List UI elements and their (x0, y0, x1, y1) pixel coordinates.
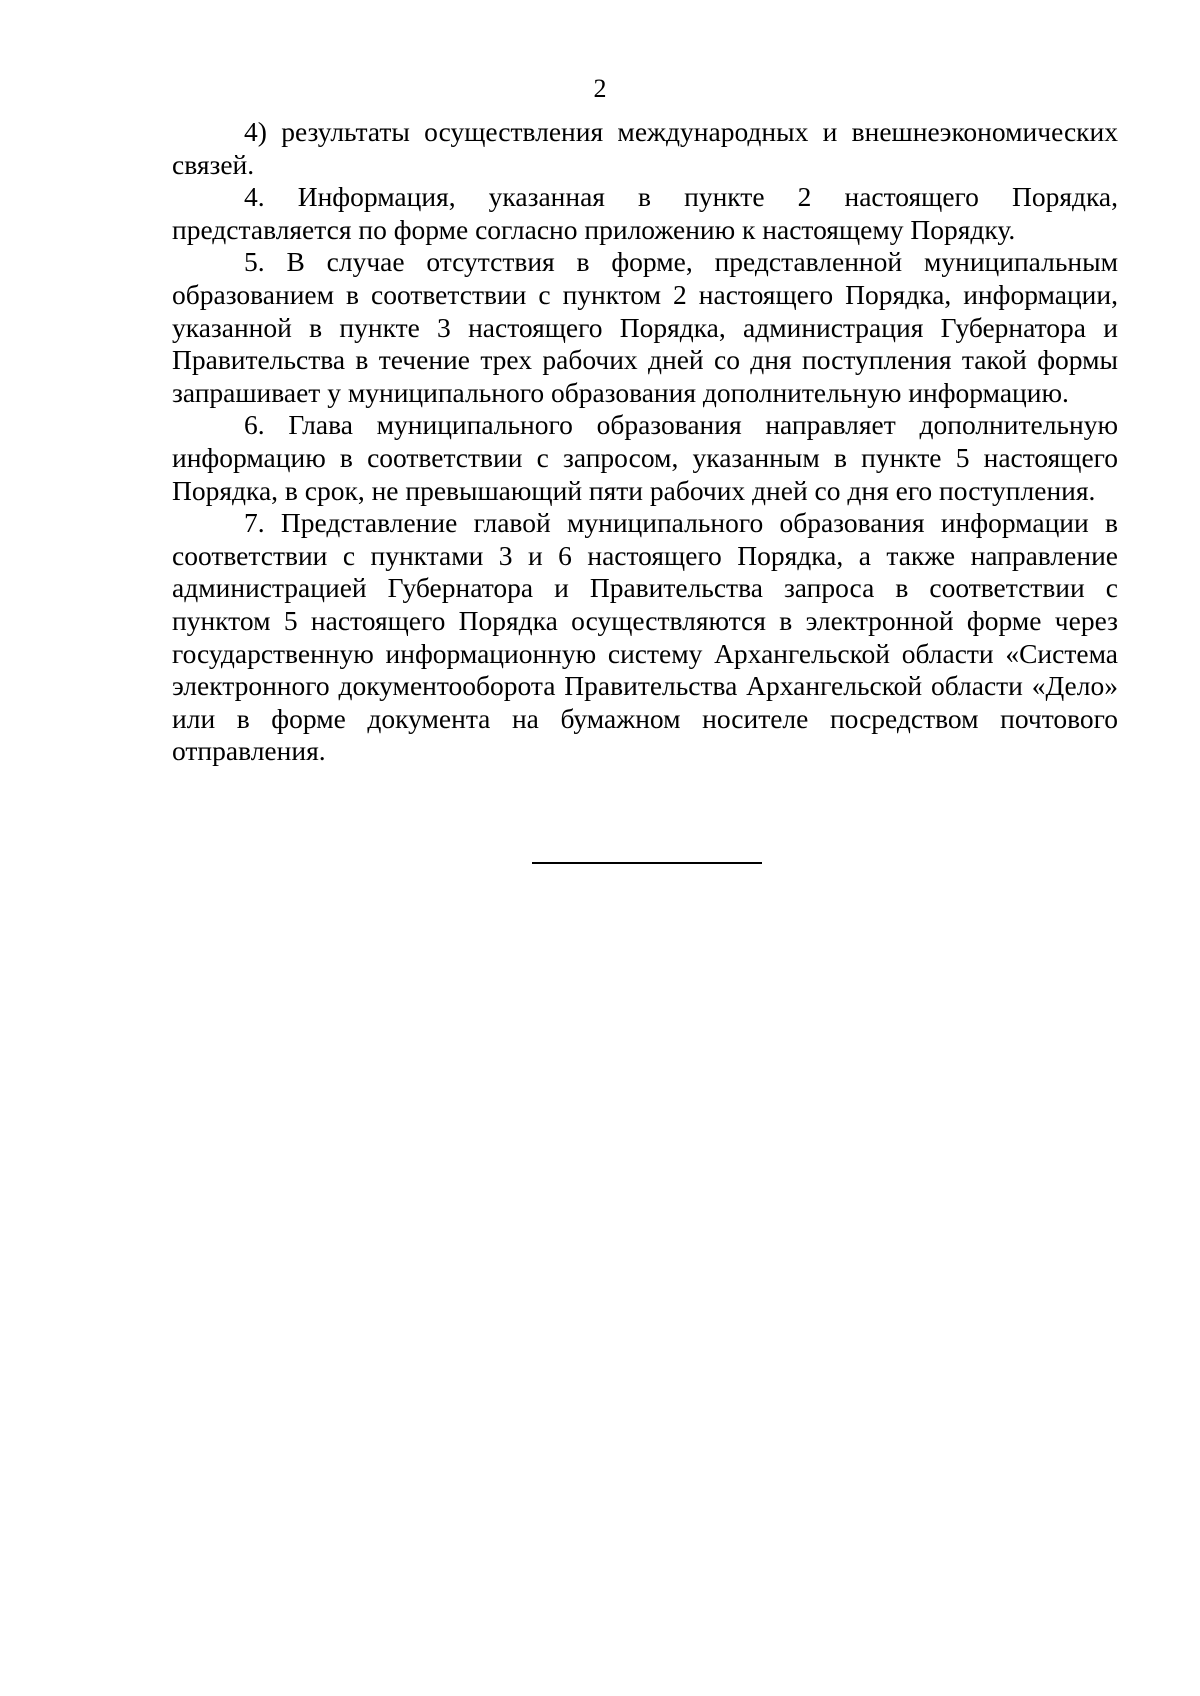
end-of-document-rule (532, 862, 762, 864)
paragraph-item-4: 4) результаты осуществления международных и внешнеэкономических связей. (172, 116, 1118, 180)
document-body (172, 116, 1118, 768)
paragraph-clause-6: 6. Глава муниципального образования направляет дополнительную информацию в соответствии с запросом, указанным в пункте 5 настоящего Порядка, в срок, не превышающий пяти рабочих дней со дня его поступления. (172, 409, 1118, 506)
paragraph-clause-4: 4. Информация, указанная в пункте 2 настоящего Порядка, представляется по форме согласно приложению к настоящему Порядку. (172, 181, 1118, 245)
page-number: 2 (593, 74, 607, 103)
paragraph-clause-7: 7. Представление главой муниципального образования информации в соответствии с пунктами 3 и 6 настоящего Порядка, а также направление администрацией Губернатора и Правительства запроса в соответствии с пунктом 5 настоящего Порядка осуществляются в электронной форме через государственную информационную систему Архангельской области «Система электронного документооборота Правительства Архангельской области «Дело» или в форме документа на бумажном носителе посредством почтового отправления. (172, 507, 1118, 767)
paragraph-clause-5: 5. В случае отсутствия в форме, представленной муниципальным образованием в соответствии с пунктом 2 настоящего Порядка, информации, указанной в пункте 3 настоящего Порядка, администрация Губернатора и Правительства в течение трех рабочих дней со дня поступления такой формы запрашивает у муниципального образования дополнительную информацию. (172, 246, 1118, 408)
